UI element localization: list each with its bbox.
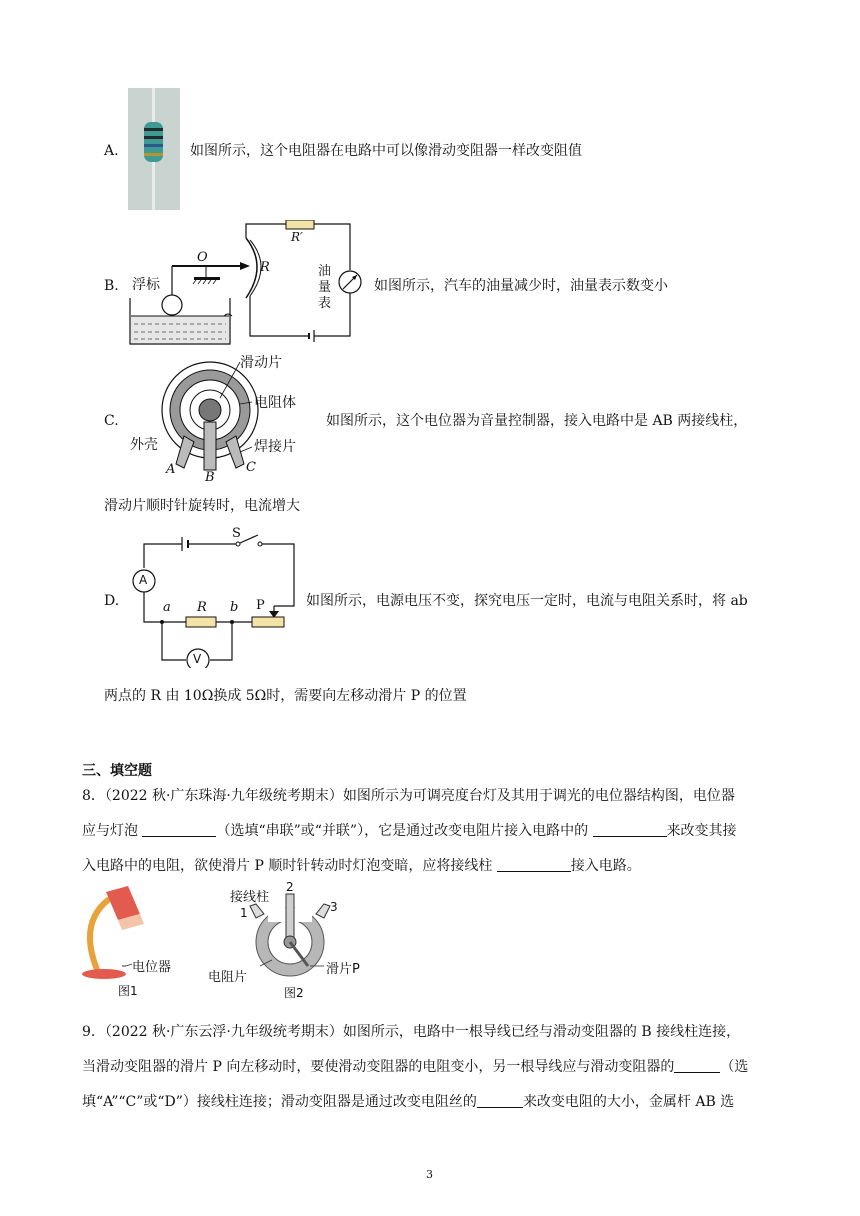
option-b-letter: B. [104, 278, 119, 294]
q8-line2-b: （选填“串联”或“并联”），它是通过改变电阻片接入电路中的 [216, 823, 593, 839]
label-slider-p: P [256, 598, 265, 613]
label-potentiometer: 电位器 [132, 960, 172, 975]
label-gauge-2: 量 [318, 280, 332, 295]
label-pin-b: B [205, 470, 215, 485]
option-a-letter: A. [104, 143, 119, 159]
label-shell: 外壳 [130, 437, 158, 453]
section-title: 三、填空题 [82, 763, 152, 779]
option-d-text-line2: 两点的 R 由 10Ω换成 5Ω时，需要向左移动滑片 P 的位置 [104, 688, 467, 704]
q8-line2-c: 来改变其接 [666, 823, 737, 839]
label-terminal-3: 3 [330, 900, 338, 914]
q9-line2-a: 当滑动变阻器的滑片 P 向左移动时，要使滑动变阻器的电阻变小，另一根导线应与滑动变阻器的 [82, 1059, 675, 1075]
label-resistor-sheet: 电阻片 [208, 970, 248, 985]
q9-line2-b: （选 [720, 1059, 749, 1075]
fig2-caption: 图2 [284, 986, 304, 1000]
label-pin-a: A [166, 462, 176, 477]
label-pivot-o: O [197, 250, 208, 265]
q9-line3-a: 填“A”“C”或“D”）接线柱连接；滑动变阻器是通过改变电阻丝的 [82, 1094, 477, 1110]
q9-line3-b: 来改变电阻的大小，金属杆 AB 选 [522, 1094, 735, 1110]
q8-blank-2[interactable] [593, 823, 667, 837]
option-d-letter: D. [104, 593, 120, 609]
option-c-text-line2: 滑动片顺时针旋转时，电流增大 [104, 498, 300, 514]
q8-blank-3[interactable] [497, 858, 571, 872]
label-terminal-post: 接线柱 [230, 890, 270, 905]
q9-blank-2[interactable] [477, 1094, 523, 1108]
q8-line1: 8．（2022 秋·广东珠海·九年级统考期末）如图所示为可调亮度台灯及其用于调光的电位器结构图，电位器 [82, 788, 735, 804]
fig1-caption: 图1 [118, 984, 138, 998]
label-terminal-1: 1 [240, 906, 248, 920]
q8-line2 [82, 821, 737, 841]
label-solder-tab: 焊接片 [254, 439, 296, 455]
label-point-b: b [230, 600, 239, 615]
q9-line3 [82, 1092, 734, 1112]
resistor-photo [128, 88, 180, 210]
lamp-figure [78, 884, 188, 996]
label-gauge-3: 表 [318, 296, 332, 311]
circuit-diagram-d [128, 526, 298, 668]
label-resistor-r: R [197, 600, 207, 615]
label-pin-c: C [246, 460, 256, 475]
q8-line3-a: 入电路中的电阻，欲使滑片 P 顺时针转动时灯泡变暗，应将接线柱 [82, 858, 497, 874]
q9-line2 [82, 1057, 748, 1077]
q8-line2-a: 应与灯泡 [82, 823, 143, 839]
q8-blank-1[interactable] [142, 823, 216, 837]
label-slider: 滑动片 [240, 355, 282, 371]
oil-gauge-diagram [128, 220, 364, 346]
label-gauge-1: 油 [318, 264, 332, 279]
option-d-text-line1: 如图所示，电源电压不变，探究电压一定时，电流与电阻关系时，将 ab [306, 593, 748, 609]
option-c-text-line1: 如图所示，这个电位器为音量控制器，接入电路中是 AB 两接线柱， [326, 413, 748, 429]
label-voltmeter: V [193, 652, 202, 666]
label-resistor-r: R [260, 260, 270, 275]
label-float: 浮标 [132, 277, 160, 293]
label-terminal-2: 2 [286, 880, 294, 894]
option-b-text: 如图所示，汽车的油量减少时，油量表示数变小 [374, 278, 668, 294]
option-c-letter: C. [104, 413, 119, 429]
q9-blank-1[interactable] [674, 1059, 720, 1073]
label-point-a: a [163, 600, 171, 615]
option-a-text: 如图所示，这个电阻器在电路中可以像滑动变阻器一样改变阻值 [190, 143, 582, 159]
q8-line3-b: 接入电路。 [570, 858, 641, 874]
q9-line1: 9．（2022 秋·广东云浮·九年级统考期末）如图所示，电路中一根导线已经与滑动变阻器的 B 接线柱连接， [82, 1024, 741, 1040]
label-resistor-rprime: R′ [291, 230, 303, 244]
q8-line3 [82, 856, 641, 876]
potentiometer-diagram [128, 352, 324, 486]
label-resistor-body: 电阻体 [254, 395, 296, 411]
potentiometer-structure-figure [208, 880, 378, 1000]
label-slider-p: 滑片P [326, 962, 360, 977]
page-number: 3 [426, 1168, 433, 1181]
label-switch-s: S [232, 526, 241, 541]
label-ammeter: A [139, 573, 148, 587]
